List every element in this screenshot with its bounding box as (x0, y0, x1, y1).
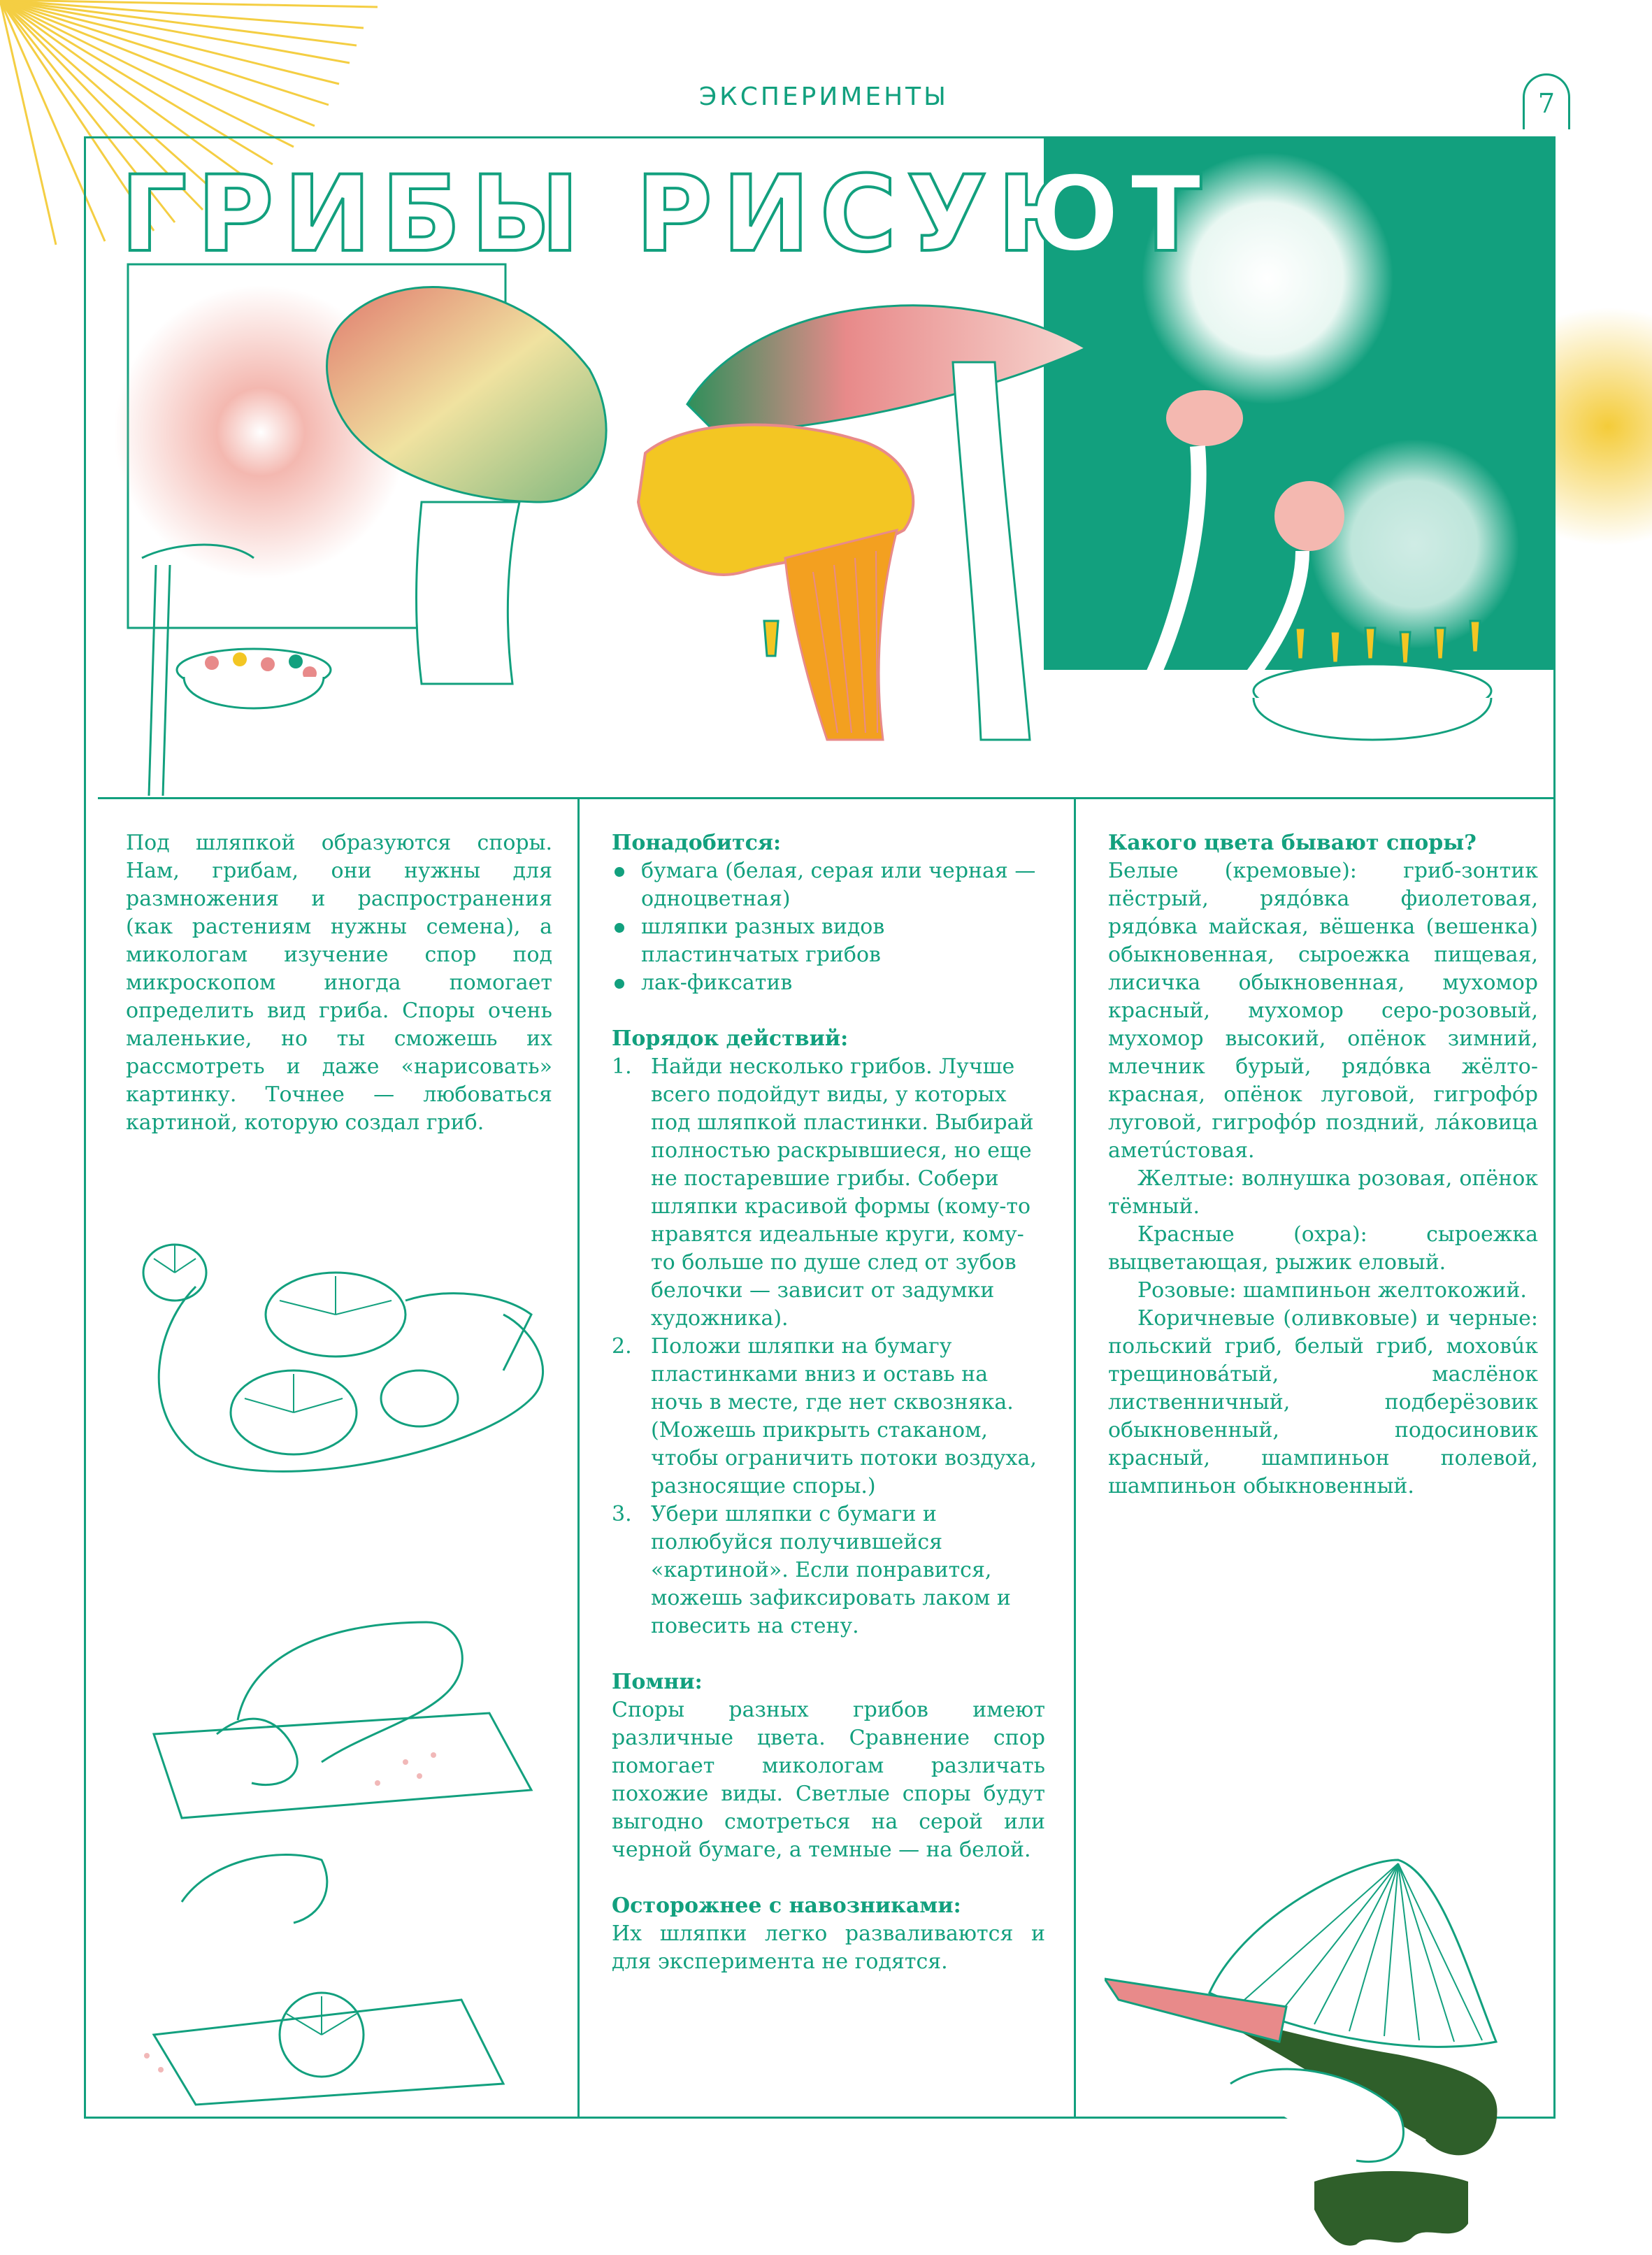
list-item (612, 1053, 1045, 1333)
spore-pink: Розовые: шампиньон желтокожий. (1137, 1278, 1527, 1303)
list-item: бумага (белая, серая или черная — одноцветная) (612, 857, 1045, 913)
divider-horizontal (98, 797, 1556, 799)
column-instructions (612, 829, 1045, 1976)
remember-heading: Помни: (612, 1670, 703, 1694)
divider-column-1 (577, 797, 580, 2119)
list-item (612, 1333, 1045, 1501)
step-number: 2. (612, 1334, 632, 1359)
list-item: шляпки разных видов пластинчатых грибов (612, 913, 1045, 969)
spore-colors-heading: Какого цвета бывают споры? (1108, 831, 1477, 855)
steps-heading: Порядок действий: (612, 1026, 849, 1051)
list-item: лак-фиксатив (612, 969, 1045, 997)
spore-brown: Коричневые (оливковые) и черные: польский гриб, белый гриб, моховúк трещиновáтый, маслёнок лиственничный, подберёзовик обыкновенный, подосиновик красный, шампиньон полевой, шампиньон обыкновенный. (1108, 1306, 1538, 1498)
caution-heading: Осторожнее с навозниками: (612, 1894, 961, 1918)
remember-text: Споры разных грибов имеют различные цвета. Сравнение спор помогает микологам различать похожие виды. Светлые споры будут выгодно смотреться на серой или черной бумаге, а темные — на белой. (612, 1698, 1045, 1862)
step-text: Положи шляпки на бумагу пластинками вниз и оставь на ночь в месте, где нет сквозняка. (Можешь прикрыть стаканом, чтобы ограничить потоки воздуха, разносящие споры.) (651, 1334, 1037, 1498)
needed-heading: Понадобится: (612, 831, 782, 855)
step-text: Убери шляпки с бумаги и полюбуйся получившейся «картиной». Если понравится, можешь зафиксировать лаком и повесить на стену. (651, 1502, 1011, 1638)
spore-white: Белые (кремовые): гриб-зонтик пёстрый, рядóвка фиолетовая, рядóвка майская, вёшенка (вешенка) обыкновенная, сыроежка пищевая, лисичка обыкновенная, мухомор красный, мухомор серо-розовый, мухомор высокий, опёнок зимний, млечник бурый, рядóвка жёлто-красная, опёнок луговой, гигрофóр луговой, гигрофóр поздний, лáковица аметúстовая. (1108, 859, 1538, 1163)
step-number: 3. (612, 1502, 632, 1526)
spore-red: Красные (охра): сыроежка выцветающая, рыжик еловый. (1108, 1222, 1538, 1275)
step-text: Найди несколько грибов. Лучше всего подойдут виды, у которых под шляпкой пластинки. Выбирай полностью раскрывшиеся, но еще не постаревшие грибы. Собери шляпки красивой формы (кому-то нравятся идеальные круги, кому-то больше по душе след от зубов белочки — зависит от задумки художника). (651, 1054, 1034, 1331)
section-label: ЭКСПЕРИМЕНТЫ (699, 83, 949, 111)
needed-list (612, 857, 1045, 997)
step-number: 1. (612, 1054, 632, 1079)
coprinus-illustration (1105, 1832, 1608, 2252)
steps-list (612, 1053, 1045, 1640)
spore-yellow: Желтые: волнушка розовая, опёнок тёмный. (1108, 1166, 1538, 1219)
caution-text: Их шляпки легко разваливаются и для эксперимента не годятся. (612, 1921, 1045, 1974)
hands-illustration (112, 1231, 559, 2112)
column-spore-colors (1108, 829, 1538, 1501)
intro-text: Под шляпкой образуются споры. Нам, грибам, они нужны для размножения и распространения (как растениям нужны семена), а микологам изучение спор под микроскопом иногда помогает определить вид гриба. Споры очень маленькие, но ты сможешь их рассмотреть и даже «нарисовать» картинку. Точнее — любоваться картиной, которую создал гриб. (126, 831, 552, 1135)
divider-column-2 (1074, 797, 1076, 2119)
list-item (612, 1501, 1045, 1640)
page-number: 7 (1523, 73, 1570, 129)
column-intro (126, 829, 552, 1137)
page-title: ГРИБЫ РИСУЮТ (120, 154, 1212, 275)
